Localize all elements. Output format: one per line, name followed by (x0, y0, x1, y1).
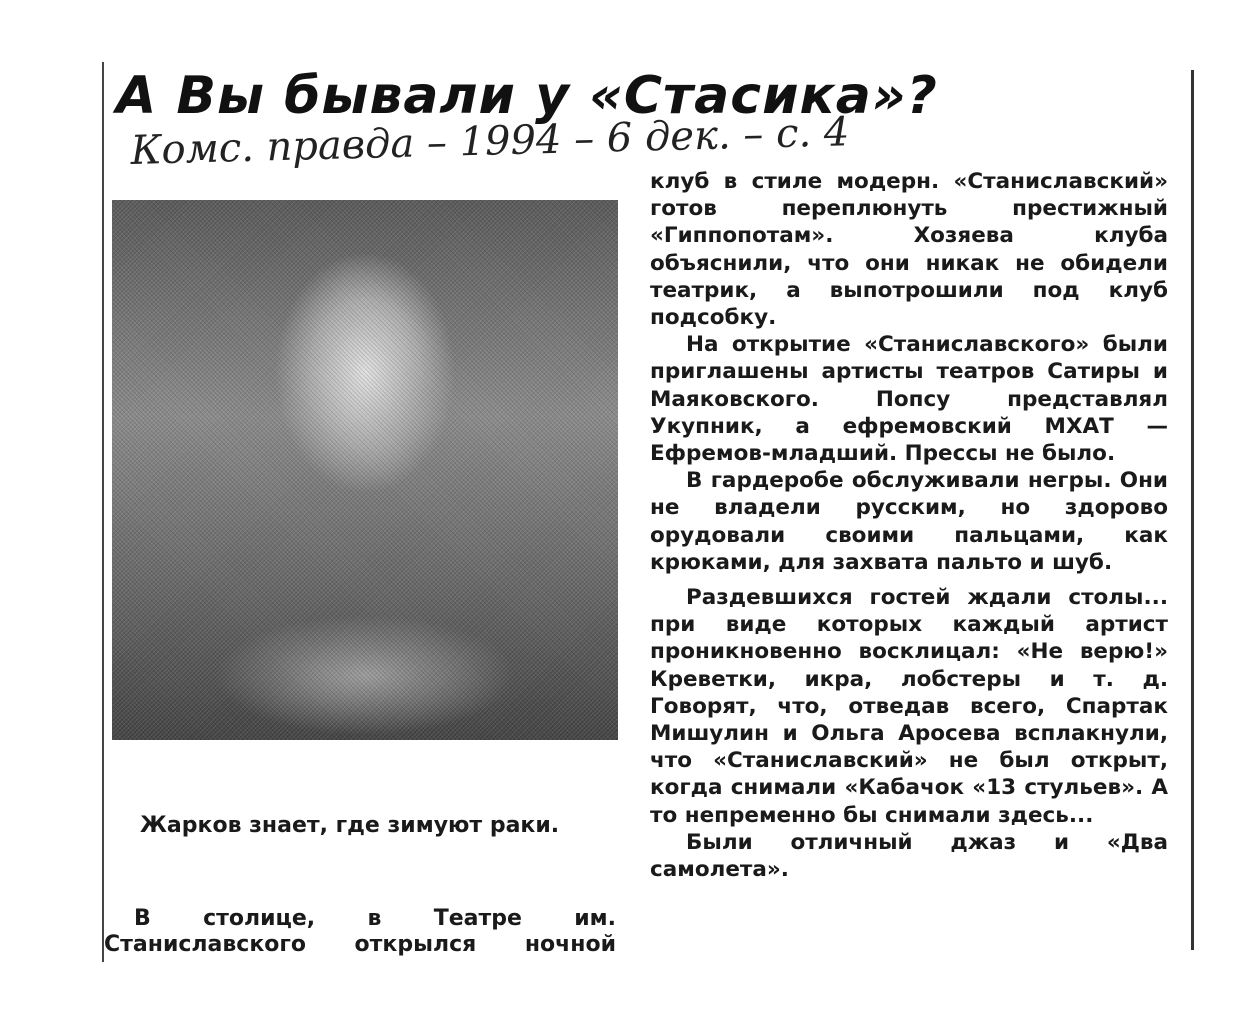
paragraph-3: В гардеробе обслуживали негры. Они не владели русским, но здорово орудовали своими пальцами, как крюками, для захвата пальто и шуб. (650, 468, 1168, 575)
article-photo (112, 200, 618, 740)
photo-caption: Жарков знает, где зимуют раки. (140, 813, 560, 838)
paragraph-5: Были отличный джаз и «Два самолета». (650, 829, 1168, 883)
paragraph-2: На открытие «Станиславского» были приглашены артисты театров Сатиры и Маяковского. Попсу представлял Укупник, а ефремовский МХАТ — Ефремов-младший. Прессы не было. (650, 332, 1168, 467)
article-body-left-column: В столице, в Театре им. Станиславского открылся ночной (104, 906, 616, 957)
paragraph-4: Раздевшихся гостей ждали столы... при виде которых каждый артист проникновенно восклицал: «Не верю!» Креветки, икра, лобстеры и т. д. Говорят, что, отведав всего, Спартак Мишулин и Ольга Аросева всплакнули, что «Станиславский» не был открыт, когда снимали «Кабачок «13 стульев». А то непременно бы снимали здесь... (650, 585, 1168, 828)
clipping-edge-left (102, 62, 104, 962)
article-body-right-column (650, 168, 1168, 883)
article-headline: А Вы бывали у «Стасика»? (116, 66, 938, 126)
handwritten-source-note: Комс. правда – 1994 – 6 дек. – с. 4 (130, 109, 850, 174)
clipping-edge-right (1191, 70, 1194, 950)
paragraph-1: клуб в стиле модерн. «Станиславский» готов переплюнуть престижный «Гиппопотам». Хозяева клуба объяснили, что они никак не обидели театрик, а выпотрошили под клуб подсобку. (650, 169, 1168, 331)
